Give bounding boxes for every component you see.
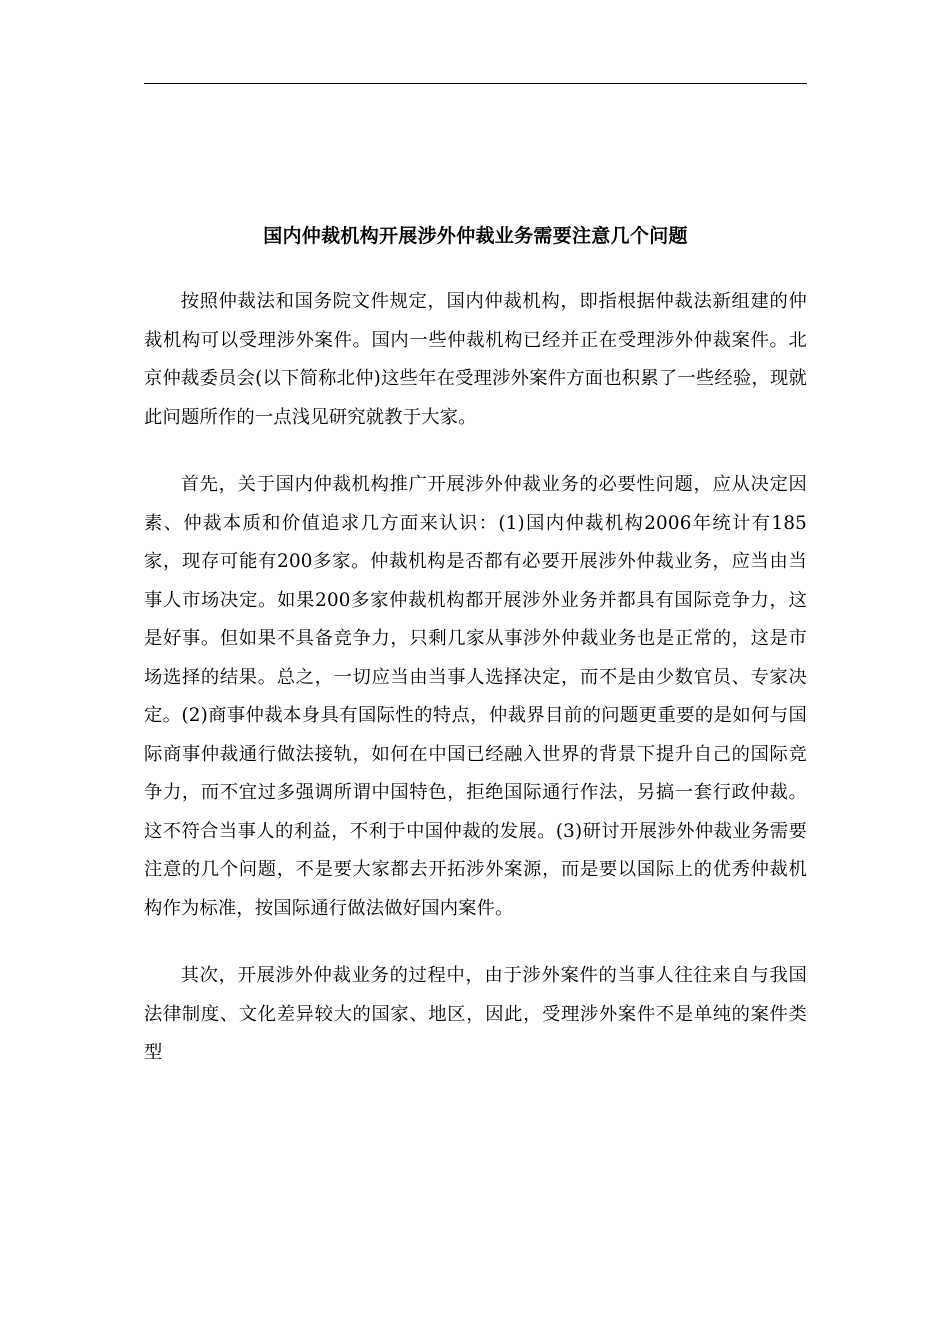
document-title: 国内仲裁机构开展涉外仲裁业务需要注意几个问题	[263, 225, 688, 247]
paragraph-intro: 按照仲裁法和国务院文件规定，国内仲裁机构，即指根据仲裁法新组建的仲裁机构可以受理涉外案件。国内一些仲裁机构已经并正在受理涉外仲裁案件。北京仲裁委员会(以下简称北仲)这些年在受理涉外案件方面也积累了一些经验，现就此问题所作的一点浅见研究就教于大家。	[144, 291, 807, 428]
header-rule	[144, 83, 807, 84]
paragraph-first-point: 首先，关于国内仲裁机构推广开展涉外仲裁业务的必要性问题，应从决定因素、仲裁本质和价值追求几方面来认识：(1)国内仲裁机构2006年统计有185家，现存可能有200多家。仲裁机构是否都有必要开展涉外仲裁业务，应当由当事人市场决定。如果200多家仲裁机构都开展涉外业务并都具有国际竞争力，这是好事。但如果不具备竞争力，只剩几家从事涉外仲裁业务也是正常的，这是市场选择的结果。总之，一切应当由当事人选择决定，而不是由少数官员、专家决定。(2)商事仲裁本身具有国际性的特点，仲裁界目前的问题更重要的是如何与国际商事仲裁通行做法接轨，如何在中国已经融入世界的背景下提升自己的国际竞争力，而不宜过多强调所谓中国特色，拒绝国际通行作法，另搞一套行政仲裁。这不符合当事人的利益，不利于中国仲裁的发展。(3)研讨开展涉外仲裁业务需要注意的几个问题，不是要大家都去开拓涉外案源，而是要以国际上的优秀仲裁机构作为标准，按国际通行做法做好国内案件。	[144, 474, 807, 919]
paragraph-second-point: 其次，开展涉外仲裁业务的过程中，由于涉外案件的当事人往往来自与我国法律制度、文化差异较大的国家、地区，因此，受理涉外案件不是单纯的案件类型	[144, 965, 807, 1063]
document-body	[144, 283, 807, 1102]
